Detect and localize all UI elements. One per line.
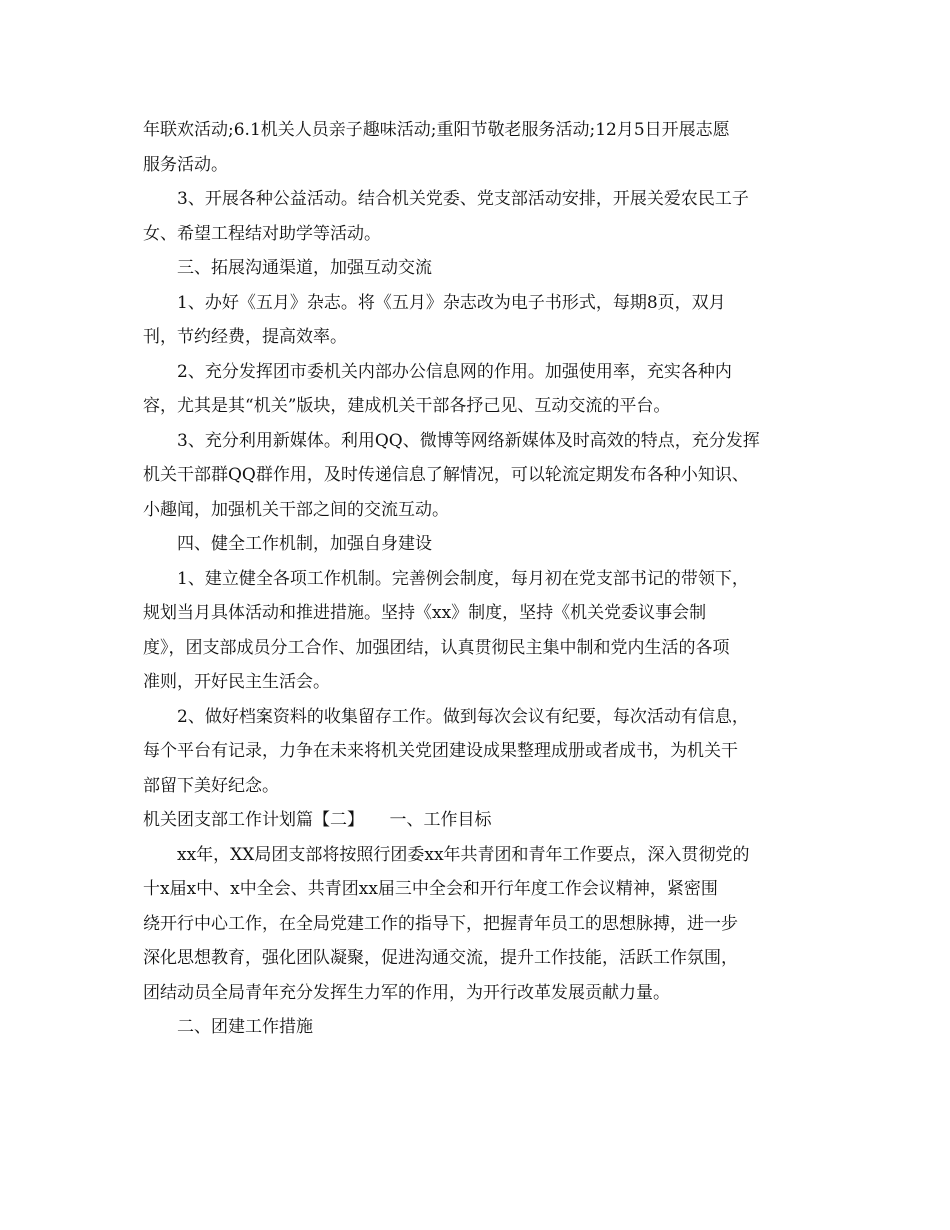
- text-line: xx年，XX局团支部将按照行团委xx年共青团和青年工作要点，深入贯彻党的: [177, 844, 750, 865]
- text-line: 部留下美好纪念。: [143, 775, 279, 796]
- text-line: 容，尤其是其“机关”版块，建成机关干部各抒己见、互动交流的平台。: [143, 396, 671, 416]
- part-title: 机关团支部工作计划篇【二】 一、工作目标: [143, 810, 492, 830]
- text-line: 服务活动。: [143, 154, 228, 175]
- text-line: 准则，开好民主生活会。: [143, 672, 330, 692]
- section-heading: 四、健全工作机制，加强自身建设: [177, 534, 432, 554]
- text-line: 刊，节约经费，提高效率。: [143, 327, 347, 347]
- text-line: 女、希望工程结对助学等活动。: [143, 223, 381, 244]
- text-line: 每个平台有记录，力争在未来将机关党团建设成果整理成册或者成书，为机关干: [143, 741, 738, 761]
- section-heading: 三、拓展沟通渠道，加强互动交流: [177, 258, 432, 278]
- text-line: 度》，团支部成员分工合作、加强团结，认真贯彻民主集中制和党内生活的各项: [143, 637, 730, 658]
- text-line: 绕开行中心工作，在全局党建工作的指导下，把握青年员工的思想脉搏，进一步: [143, 913, 738, 934]
- text-line: 团结动员全局青年充分发挥生力军的作用，为开行改革发展贡献力量。: [143, 982, 670, 1003]
- text-line: 3、开展各种公益活动。结合机关党委、党支部活动安排，开展关爱农民工子: [177, 189, 749, 209]
- text-line: 深化思想教育，强化团队凝聚，促进沟通交流，提升工作技能，活跃工作氛围，: [143, 948, 738, 968]
- text-line: 1、建立健全各项工作机制。完善例会制度，每月初在党支部书记的带领下，: [177, 568, 749, 589]
- text-line: 机关干部群QQ群作用，及时传递信息了解情况，可以轮流定期发布各种小知识、: [143, 465, 749, 485]
- text-line: 3、充分利用新媒体。利用QQ、微博等网络新媒体及时高效的特点，充分发挥: [177, 430, 760, 451]
- section-heading: 二、团建工作措施: [177, 1017, 313, 1037]
- document-body: [143, 113, 813, 1045]
- text-line: 规划当月具体活动和推进措施。坚持《xx》制度，坚持《机关党委议事会制: [143, 603, 707, 623]
- text-line: 2、充分发挥团市委机关内部办公信息网的作用。加强使用率，充实各种内: [177, 361, 732, 382]
- text-line: 十x届x中、x中全会、共青团xx届三中全会和开行年度工作会议精神，紧密围: [143, 879, 718, 899]
- text-line: 2、做好档案资料的收集留存工作。做到每次会议有纪要，每次活动有信息，: [177, 706, 749, 727]
- text-line: 小趣闻，加强机关干部之间的交流互动。: [143, 499, 449, 520]
- text-line: 1、办好《五月》杂志。将《五月》杂志改为电子书形式，每期8页，双月: [177, 292, 726, 313]
- text-line: 年联欢活动;6.1机关人员亲子趣味活动;重阳节敬老服务活动;12月5日开展志愿: [143, 120, 730, 140]
